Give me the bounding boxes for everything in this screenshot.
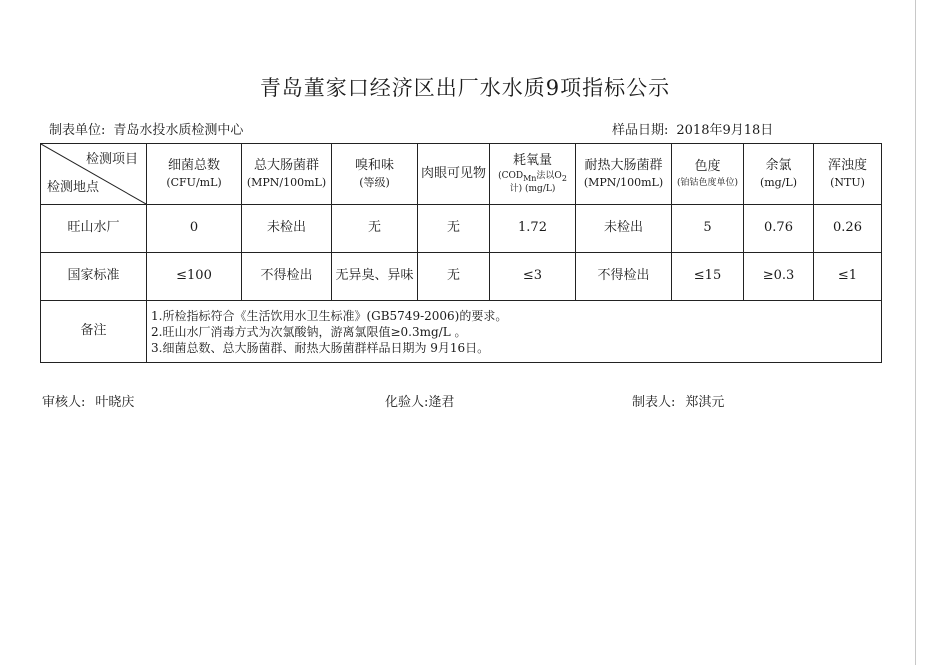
table-cell: ≤100 <box>147 253 242 301</box>
header-unit: (NTU) <box>830 176 865 190</box>
maker-signature <box>632 391 724 410</box>
header-unit: (mg/L) <box>759 176 798 190</box>
issuing-unit-label: 制表单位: <box>49 123 106 138</box>
table-cell: 0.26 <box>814 205 882 253</box>
header-turbidity <box>814 144 882 205</box>
table-row-wangshan <box>41 205 882 253</box>
table-cell: 不得检出 <box>242 253 332 301</box>
note-item: 3.细菌总数、总大肠菌群、耐热大肠菌群样品日期为 9月16日。 <box>151 340 490 355</box>
header-unit: (MPN/100mL) <box>583 176 664 190</box>
header-name: 浑浊度 <box>827 158 867 173</box>
table-cell: 无 <box>418 205 490 253</box>
table-cell: 无 <box>418 253 490 301</box>
table-cell: 未检出 <box>576 205 672 253</box>
header-unit: (CODMn法以O2 计) (mg/L) <box>498 171 567 194</box>
table-cell: ≥0.3 <box>744 253 814 301</box>
header-bacteria-total <box>147 144 242 205</box>
reviewer-label: 审核人: <box>42 395 86 410</box>
header-name: 总大肠菌群 <box>253 158 319 173</box>
water-quality-table <box>40 143 882 363</box>
table-cell: 无 <box>332 205 418 253</box>
sample-date-label: 样品日期: <box>612 123 669 138</box>
document-title: 青岛董家口经济区出厂水水质9项指标公示 <box>259 76 671 100</box>
table-cell: 0 <box>147 205 242 253</box>
header-name: 余氯 <box>765 158 792 173</box>
header-unit: (MPN/100mL) <box>246 176 327 190</box>
header-visible-matter <box>418 144 490 205</box>
row-label: 国家标准 <box>41 253 147 301</box>
reviewer-name: 叶晓庆 <box>95 395 135 410</box>
table-cell: 5 <box>672 205 744 253</box>
note-item: 2.旺山水厂消毒方式为次氯酸钠，游离氯限值≥0.3mg/L 。 <box>151 324 467 339</box>
table-cell: 1.72 <box>490 205 576 253</box>
table-row-national-standard <box>41 253 882 301</box>
notes-row <box>41 301 882 363</box>
corner-header-cell <box>41 144 147 205</box>
notes-cell <box>147 301 882 363</box>
tester-label: 化验人: <box>385 395 429 410</box>
header-odor-taste <box>332 144 418 205</box>
table-cell: 0.76 <box>744 205 814 253</box>
header-name: 细菌总数 <box>167 158 220 173</box>
header-name: 耐热大肠菌群 <box>584 158 663 173</box>
table-cell: 未检出 <box>242 205 332 253</box>
tester-name: 逄君 <box>428 395 455 410</box>
issuing-unit <box>49 119 243 138</box>
table-cell: ≤1 <box>814 253 882 301</box>
header-oxygen-consumption <box>490 144 576 205</box>
header-name: 肉眼可见物 <box>420 165 486 181</box>
table-cell: ≤15 <box>672 253 744 301</box>
header-residual-chlorine <box>744 144 814 205</box>
maker-label: 制表人: <box>632 395 676 410</box>
header-unit: (等级) <box>359 176 390 190</box>
reviewer-signature <box>42 391 134 410</box>
issuing-unit-value: 青岛水投水质检测中心 <box>113 123 244 138</box>
note-item: 1.所检指标符合《生活饮用水卫生标准》(GB5749-2006)的要求。 <box>151 308 508 323</box>
header-thermotolerant-coliforms <box>576 144 672 205</box>
maker-name: 郑淇元 <box>685 395 725 410</box>
header-color <box>672 144 744 205</box>
table-cell: ≤3 <box>490 253 576 301</box>
tester-signature <box>385 391 454 410</box>
header-name: 嗅和味 <box>354 158 394 173</box>
header-name: 耗氧量 <box>512 152 552 168</box>
sample-date <box>612 119 773 138</box>
row-label: 旺山水厂 <box>41 205 147 253</box>
corner-items-label: 检测项目 <box>85 152 138 167</box>
sample-date-value: 2018年9月18日 <box>676 123 774 138</box>
header-row <box>41 144 882 205</box>
table-cell: 不得检出 <box>576 253 672 301</box>
header-total-coliforms <box>242 144 332 205</box>
header-name: 色度 <box>694 159 721 175</box>
notes-label: 备注 <box>41 301 147 363</box>
table-cell: 无异臭、异味 <box>332 253 418 301</box>
header-unit: (CFU/mL) <box>166 176 222 190</box>
corner-sites-label: 检测地点 <box>47 179 100 195</box>
header-unit: (铂钴色度单位) <box>676 177 739 188</box>
